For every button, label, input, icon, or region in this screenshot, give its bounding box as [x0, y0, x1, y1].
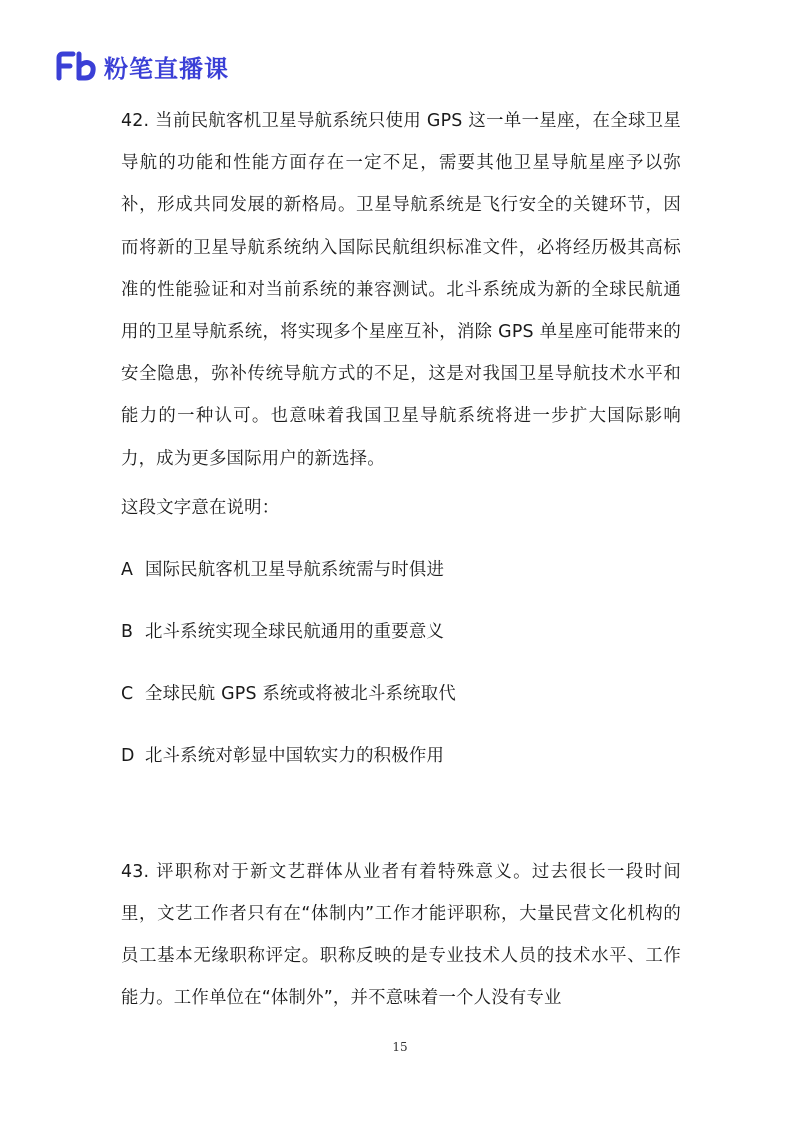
option-b: [121, 618, 681, 646]
option-b-letter: B: [121, 621, 134, 642]
option-a: [121, 556, 681, 584]
option-c-text: 全球民航 GPS 系统或将被北斗系统取代: [145, 683, 456, 704]
option-b-text: 北斗系统实现全球民航通用的重要意义: [145, 621, 445, 642]
question-43-text: 43. 评职称对于新文艺群体从业者有着特殊意义。过去很长一段时间里，文艺工作者只有在“体制内”工作才能评职称，大量民营文化机构的员工基本无缘职称评定。职称反映的是专业技术人员的技术水平、工作能力。工作单位在“体制外”，并不意味着一个人没有专业: [121, 861, 681, 1009]
option-d-letter: D: [121, 745, 135, 766]
document-body: [121, 100, 681, 1020]
option-d: [121, 742, 681, 770]
question-42-prompt: 这段文字意在说明：: [121, 497, 280, 518]
option-d-text: 北斗系统对彰显中国软实力的积极作用: [145, 745, 445, 766]
page-number: 15: [392, 1040, 408, 1054]
option-c-letter: C: [121, 683, 134, 704]
option-a-text: 国际民航客机卫星导航系统需与时俱进: [145, 559, 445, 580]
header-logo: [54, 50, 229, 82]
fb-logo-icon: [54, 50, 98, 82]
option-a-letter: A: [121, 559, 134, 580]
brand-name: 粉笔直播课: [104, 54, 229, 83]
question-42-text: 42. 当前民航客机卫星导航系统只使用 GPS 这一单一星座，在全球卫星导航的功能和性能方面存在一定不足，需要其他卫星导航星座予以弥补，形成共同发展的新格局。卫星导航系统是飞行安全的关键环节，因而将新的卫星导航系统纳入国际民航组织标准文件，必将经历极其高标准的性能验证和对当前系统的兼容测试。北斗系统成为新的全球民航通用的卫星导航系统，将实现多个星座互补，消除 GPS 单星座可能带来的安全隐患，弥补传统导航方式的不足，这是对我国卫星导航技术水平和能力的一种认可。也意味着我国卫星导航系统将进一步扩大国际影响力，成为更多国际用户的新选择。: [121, 111, 681, 469]
option-c: [121, 680, 681, 708]
